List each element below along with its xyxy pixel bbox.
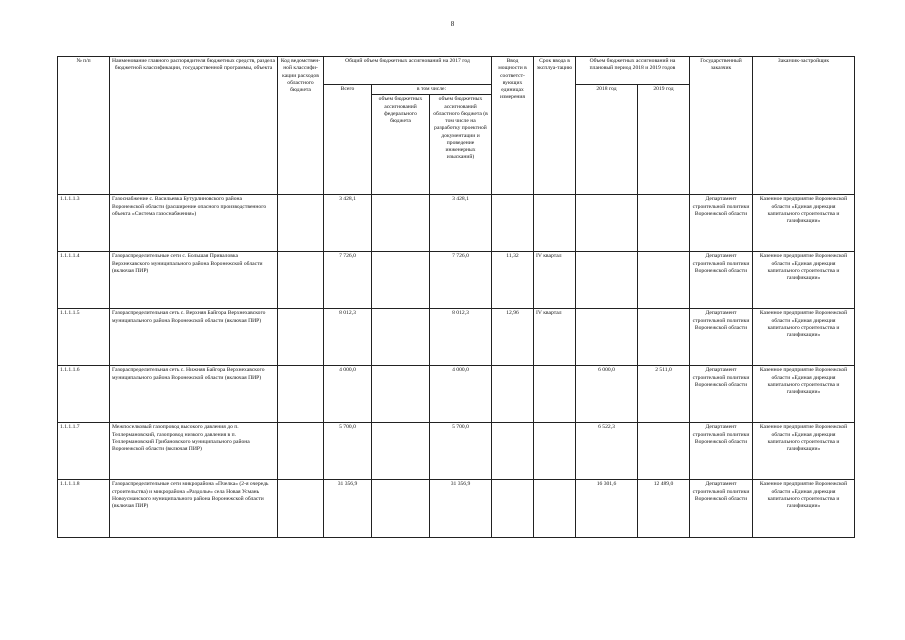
header-capacity: Ввод мощности в соответст-вующих единицах измерения <box>492 57 534 195</box>
row-capacity: 11,32 <box>492 252 534 309</box>
header-name: Наименование главного распорядителя бюджетных средств, раздела бюджетной классификации, государственной программы, объекта <box>110 57 278 195</box>
row-federal <box>372 423 430 480</box>
row-customer: Департамент строительной политики Воронежской области <box>690 423 753 480</box>
row-code <box>278 480 324 538</box>
row-federal <box>372 195 430 252</box>
row-num: 1.1.1.1.8 <box>58 480 110 538</box>
table-row <box>58 252 855 309</box>
row-commissioning <box>534 195 576 252</box>
row-contractor: Казенное предприятие Воронежской области «Единая дирекция капитального строительства и газификации» <box>753 423 855 480</box>
row-name: Газораспределительная сеть с. Нижняя Байгора Верхнехавского муниципального района Воронежской области (включая ПИР) <box>110 366 278 423</box>
row-federal <box>372 309 430 366</box>
header-regional: объем бюджетных ассигнований областного бюджета (в том числе на разработку проектной документации и проведение инженерных изысканий) <box>430 95 492 195</box>
table-header <box>58 57 855 195</box>
row-num: 1.1.1.1.4 <box>58 252 110 309</box>
row-customer: Департамент строительной политики Воронежской области <box>690 480 753 538</box>
row-code <box>278 309 324 366</box>
header-2019: 2019 год <box>638 85 690 195</box>
row-regional: 31 356,9 <box>430 480 492 538</box>
row-num: 1.1.1.1.7 <box>58 423 110 480</box>
row-contractor: Казенное предприятие Воронежской области «Единая дирекция капитального строительства и газификации» <box>753 195 855 252</box>
row-code <box>278 252 324 309</box>
row-contractor: Казенное предприятие Воронежской области «Единая дирекция капитального строительства и газификации» <box>753 252 855 309</box>
row-customer: Департамент строительной политики Воронежской области <box>690 195 753 252</box>
row-federal <box>372 366 430 423</box>
row-total: 5 700,0 <box>324 423 372 480</box>
row-2019 <box>638 309 690 366</box>
row-regional: 5 700,0 <box>430 423 492 480</box>
header-including: в том числе: <box>372 85 492 95</box>
table-row <box>58 309 855 366</box>
table-row <box>58 366 855 423</box>
row-regional: 8 012,3 <box>430 309 492 366</box>
row-name: Газораспределительная сеть с. Верхняя Байгора Верхнехавского муниципального района Воронежской области (включая ПИР) <box>110 309 278 366</box>
row-customer: Департамент строительной политики Воронежской области <box>690 366 753 423</box>
row-2019: 12 489,0 <box>638 480 690 538</box>
row-total: 3 428,1 <box>324 195 372 252</box>
row-name: Межпоселковый газопровод высокого давления до п. Теллермановский, газопровод низкого давления в п. Теллермановский Грибановского муниципального района Воронежской области (включая ПИР) <box>110 423 278 480</box>
row-num: 1.1.1.1.6 <box>58 366 110 423</box>
row-capacity <box>492 366 534 423</box>
budget-table <box>57 56 855 538</box>
header-total: Всего <box>324 85 372 195</box>
row-total: 8 012,3 <box>324 309 372 366</box>
header-customer: Государственный заказчик <box>690 57 753 195</box>
row-2019 <box>638 252 690 309</box>
header-code: Код ведомствен-ной классифи-кации расходов областного бюджета <box>278 57 324 195</box>
row-name: Газоснабжение с. Васильевка Бутурлиновского района Воронежской области (расширение опасного производственного объекта «Система газоснабжения») <box>110 195 278 252</box>
row-customer: Департамент строительной политики Воронежской области <box>690 309 753 366</box>
row-code <box>278 423 324 480</box>
row-capacity: 12,96 <box>492 309 534 366</box>
header-plan-group: Объем бюджетных ассигнований на плановый период 2018 и 2019 годов <box>576 57 690 85</box>
row-2018 <box>576 309 638 366</box>
row-regional: 3 428,1 <box>430 195 492 252</box>
row-commissioning <box>534 423 576 480</box>
table-row <box>58 423 855 480</box>
row-code <box>278 366 324 423</box>
row-2018: 6 522,3 <box>576 423 638 480</box>
row-federal <box>372 480 430 538</box>
row-regional: 7 726,0 <box>430 252 492 309</box>
row-commissioning: IV квартал <box>534 309 576 366</box>
row-2018 <box>576 195 638 252</box>
row-regional: 4 000,0 <box>430 366 492 423</box>
row-capacity <box>492 480 534 538</box>
row-total: 4 000,0 <box>324 366 372 423</box>
row-commissioning <box>534 480 576 538</box>
table-body <box>58 195 855 538</box>
table-row <box>58 195 855 252</box>
row-2018 <box>576 252 638 309</box>
row-num: 1.1.1.1.5 <box>58 309 110 366</box>
row-2019 <box>638 195 690 252</box>
table-row <box>58 480 855 538</box>
header-total-group: Общий объем бюджетных ассигнований на 2017 год <box>324 57 492 85</box>
header-commissioning: Срок ввода в эксплуа-тацию <box>534 57 576 195</box>
row-2019 <box>638 423 690 480</box>
row-name: Газораспределительные сети с. Большая Приваловка Верхнехавского муниципального района Воронежской области (включая ПИР) <box>110 252 278 309</box>
row-contractor: Казенное предприятие Воронежской области «Единая дирекция капитального строительства и газификации» <box>753 366 855 423</box>
row-commissioning: IV квартал <box>534 252 576 309</box>
row-contractor: Казенное предприятие Воронежской области «Единая дирекция капитального строительства и газификации» <box>753 309 855 366</box>
row-customer: Департамент строительной политики Воронежской области <box>690 252 753 309</box>
header-2018: 2018 год <box>576 85 638 195</box>
row-total: 7 726,0 <box>324 252 372 309</box>
header-federal: объем бюджетных ассигнований федерального бюджета <box>372 95 430 195</box>
row-2019: 2 511,0 <box>638 366 690 423</box>
row-total: 31 356,9 <box>324 480 372 538</box>
row-name: Газораспределительные сети микрорайона «Пчелка» (2-я очередь строительства) и микрорайона «Раздолье» села Новая Усмань Новоусманского муниципального района Воронежской области (включая ПИР) <box>110 480 278 538</box>
row-code <box>278 195 324 252</box>
page-number: 8 <box>450 20 455 28</box>
row-2018: 6 000,0 <box>576 366 638 423</box>
row-2018: 16 301,6 <box>576 480 638 538</box>
header-num: № п/п <box>58 57 110 195</box>
row-num: 1.1.1.1.3 <box>58 195 110 252</box>
row-capacity <box>492 195 534 252</box>
header-contractor: Заказчик-застройщик <box>753 57 855 195</box>
row-capacity <box>492 423 534 480</box>
row-commissioning <box>534 366 576 423</box>
row-federal <box>372 252 430 309</box>
row-contractor: Казенное предприятие Воронежской области «Единая дирекция капитального строительства и газификации» <box>753 480 855 538</box>
